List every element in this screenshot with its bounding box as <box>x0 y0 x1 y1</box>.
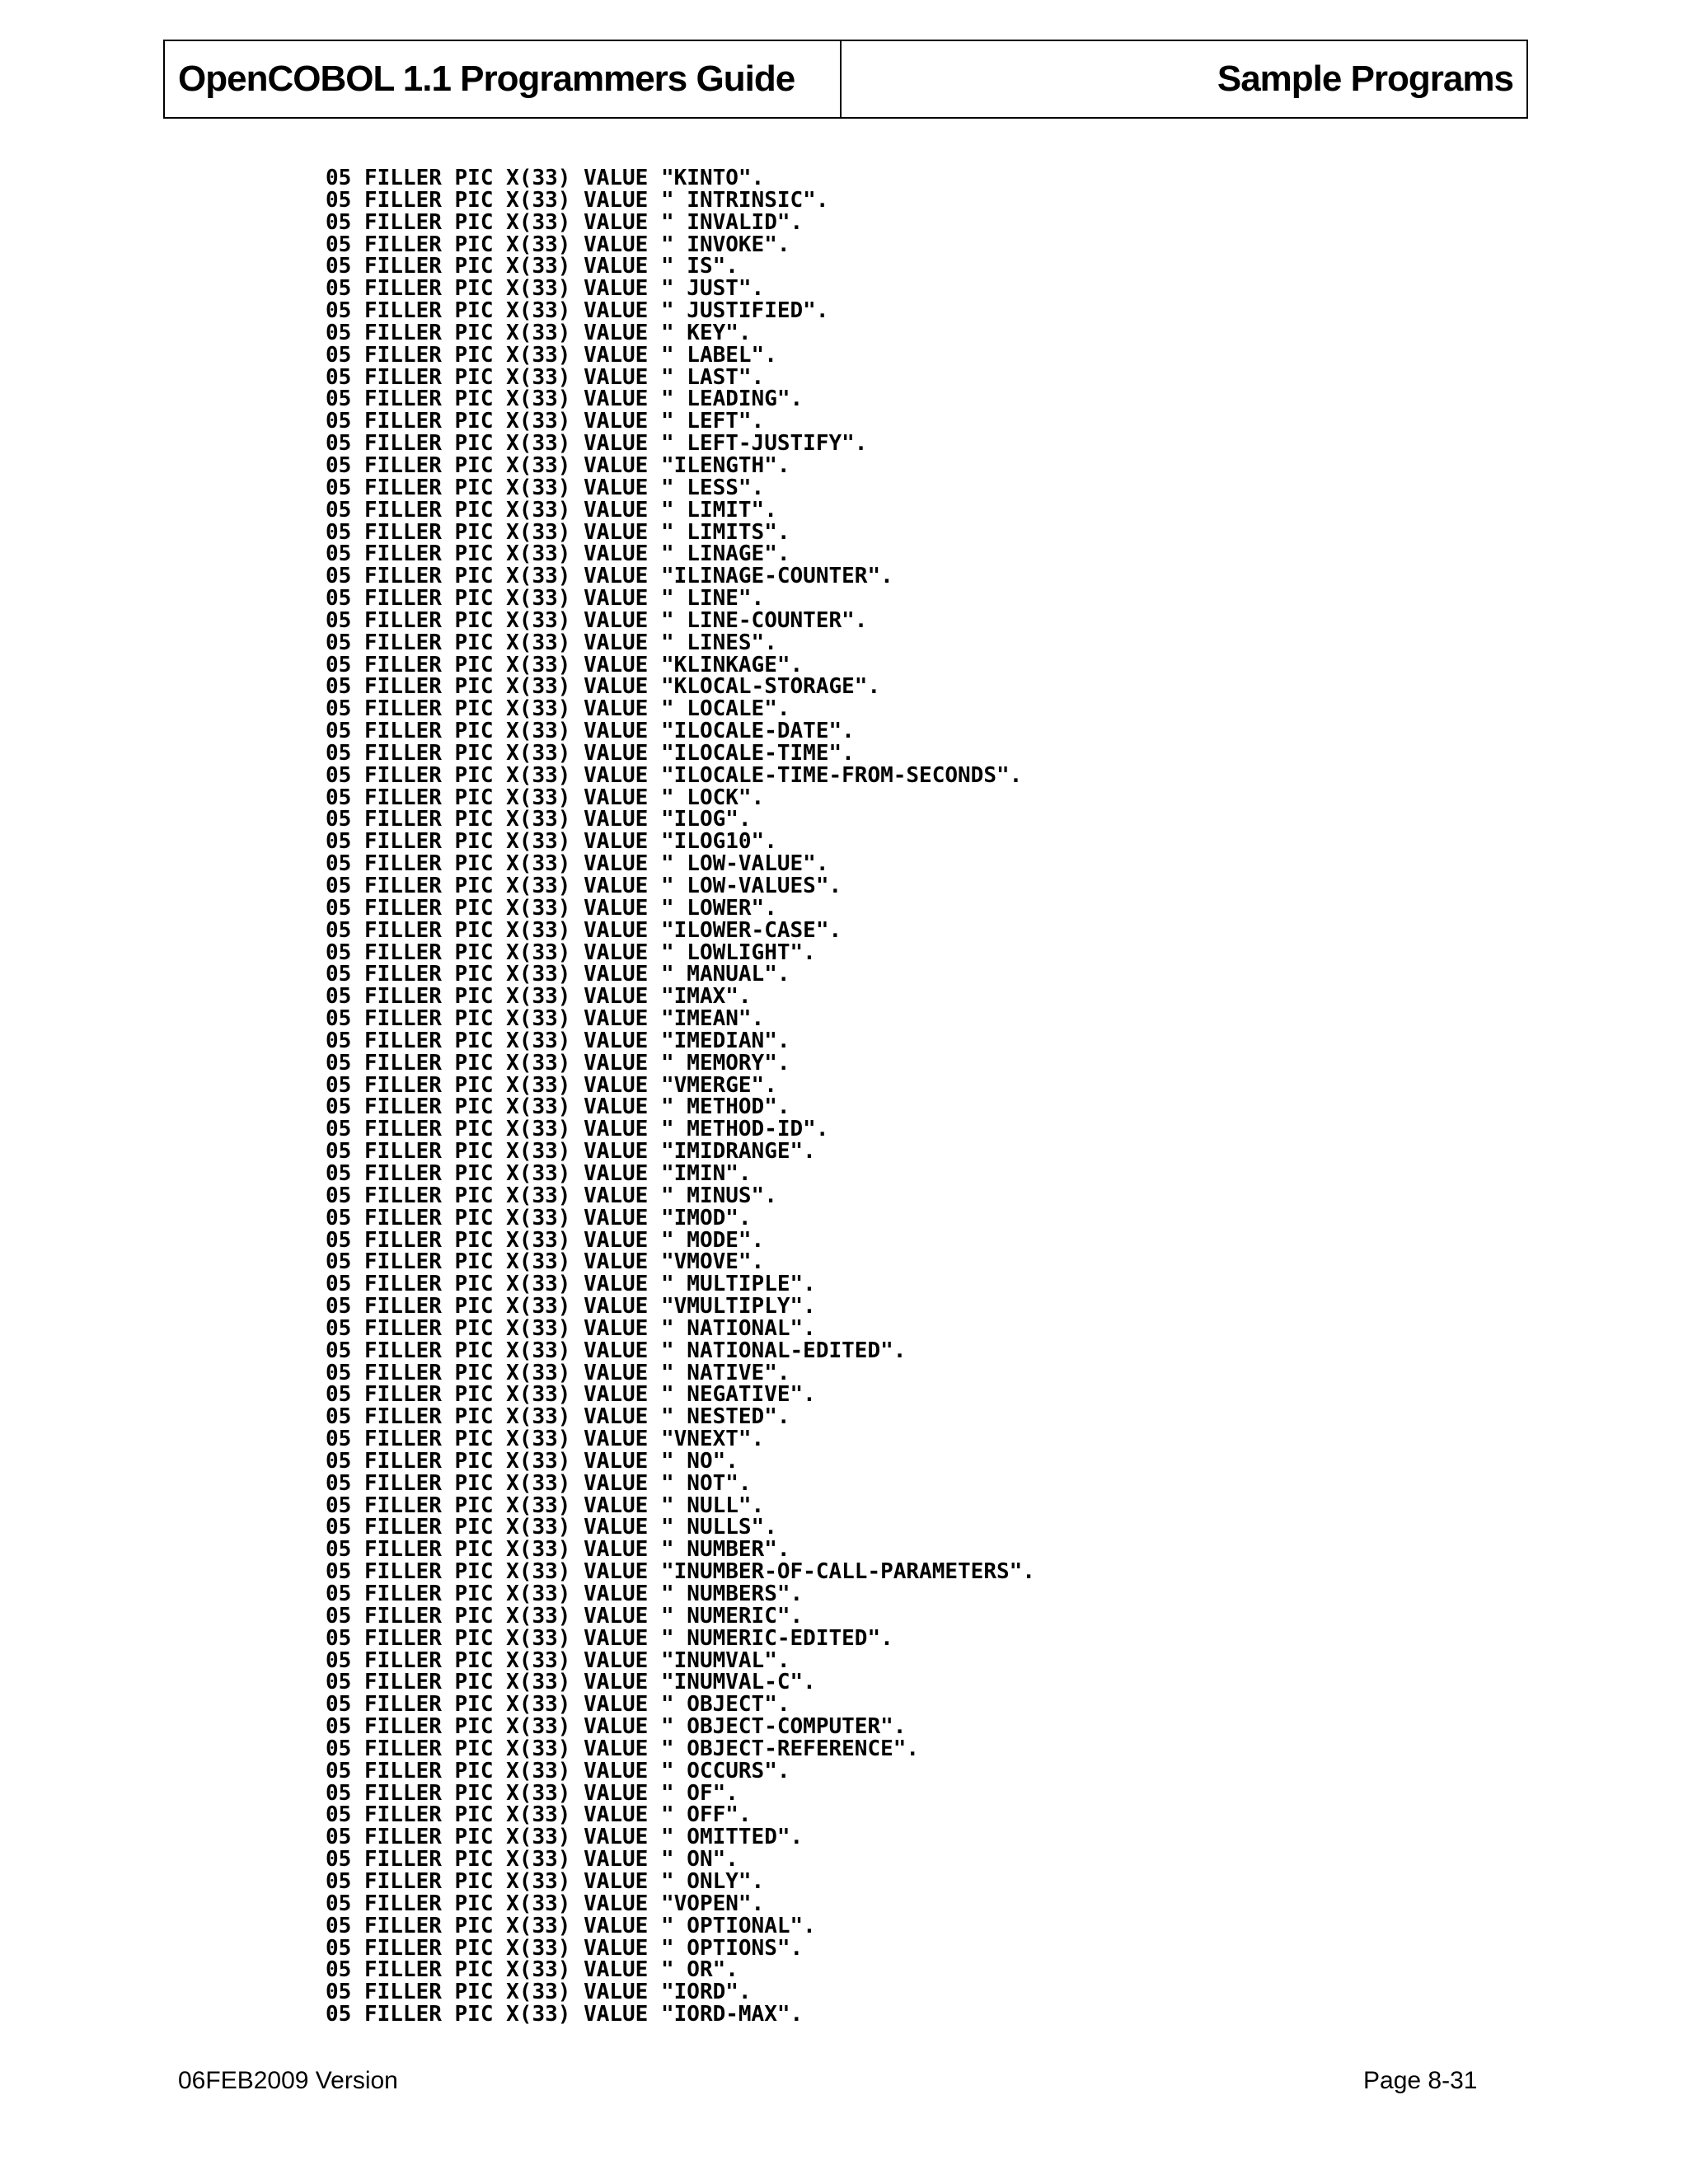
code-line: 05 FILLER PIC X(33) VALUE " OFF". <box>326 1802 752 1828</box>
code-line: 05 FILLER PIC X(33) VALUE " NO". <box>326 1448 738 1474</box>
code-line: 05 FILLER PIC X(33) VALUE " MEMORY". <box>326 1050 790 1076</box>
code-line: 05 FILLER PIC X(33) VALUE "KLOCAL-STORAGE". <box>326 674 881 700</box>
code-line: 05 FILLER PIC X(33) VALUE "KINTO". <box>326 166 765 190</box>
code-line: 05 FILLER PIC X(33) VALUE " NOT". <box>326 1470 752 1496</box>
code-line: 05 FILLER PIC X(33) VALUE " NATIONAL". <box>326 1315 816 1341</box>
code-line: 05 FILLER PIC X(33) VALUE " LINE-COUNTER". <box>326 607 868 633</box>
code-line: 05 FILLER PIC X(33) VALUE " NATIONAL-EDITED". <box>326 1338 907 1363</box>
code-line: 05 FILLER PIC X(33) VALUE "IMIN". <box>326 1160 752 1186</box>
code-line: 05 FILLER PIC X(33) VALUE "ILOG". <box>326 807 752 832</box>
code-line: 05 FILLER PIC X(33) VALUE " NUMBER". <box>326 1537 790 1563</box>
code-line: 05 FILLER PIC X(33) VALUE " LAST". <box>326 364 765 390</box>
code-line: 05 FILLER PIC X(33) VALUE " OMITTED". <box>326 1825 804 1850</box>
code-line: 05 FILLER PIC X(33) VALUE " JUST". <box>326 276 765 302</box>
code-line: 05 FILLER PIC X(33) VALUE " LEADING". <box>326 387 804 412</box>
code-line: 05 FILLER PIC X(33) VALUE " LOWER". <box>326 895 777 921</box>
code-line: 05 FILLER PIC X(33) VALUE " OF". <box>326 1780 738 1806</box>
code-line: 05 FILLER PIC X(33) VALUE " LIMITS". <box>326 519 790 545</box>
footer-version: 06FEB2009 Version <box>178 2067 398 2094</box>
code-line: 05 FILLER PIC X(33) VALUE " LOCALE". <box>326 696 790 722</box>
code-line: 05 FILLER PIC X(33) VALUE "INUMVAL-C". <box>326 1670 816 1695</box>
code-line: 05 FILLER PIC X(33) VALUE " OCCURS". <box>326 1758 790 1783</box>
code-line: 05 FILLER PIC X(33) VALUE "ILINAGE-COUNTER". <box>326 564 893 589</box>
code-line: 05 FILLER PIC X(33) VALUE " NULLS". <box>326 1515 777 1540</box>
code-line: 05 FILLER PIC X(33) VALUE " OPTIONAL". <box>326 1913 816 1938</box>
code-line: 05 FILLER PIC X(33) VALUE " MODE". <box>326 1227 765 1253</box>
code-line: 05 FILLER PIC X(33) VALUE "IMAX". <box>326 984 752 1010</box>
code-line: 05 FILLER PIC X(33) VALUE " NESTED". <box>326 1404 790 1430</box>
code-line: 05 FILLER PIC X(33) VALUE "VOPEN". <box>326 1891 765 1916</box>
section-title: Sample Programs <box>1217 59 1513 99</box>
code-line: 05 FILLER PIC X(33) VALUE "IMOD". <box>326 1205 752 1230</box>
code-line: 05 FILLER PIC X(33) VALUE " ON". <box>326 1847 738 1872</box>
code-line: 05 FILLER PIC X(33) VALUE " LINES". <box>326 630 777 655</box>
code-line: 05 FILLER PIC X(33) VALUE "IMEDIAN". <box>326 1028 790 1053</box>
code-line: 05 FILLER PIC X(33) VALUE " MINUS". <box>326 1183 777 1208</box>
code-line: 05 FILLER PIC X(33) VALUE "IMIDRANGE". <box>326 1139 816 1165</box>
code-line: 05 FILLER PIC X(33) VALUE " LINAGE". <box>326 541 790 567</box>
code-listing <box>326 167 1035 2026</box>
code-line: 05 FILLER PIC X(33) VALUE " LABEL". <box>326 342 777 368</box>
code-line: 05 FILLER PIC X(33) VALUE " MULTIPLE". <box>326 1272 816 1297</box>
code-line: 05 FILLER PIC X(33) VALUE "IMEAN". <box>326 1006 765 1032</box>
code-line: 05 FILLER PIC X(33) VALUE "ILENGTH". <box>326 452 790 478</box>
code-line: 05 FILLER PIC X(33) VALUE " INVALID". <box>326 209 804 235</box>
code-line: 05 FILLER PIC X(33) VALUE "IORD-MAX". <box>326 2002 804 2027</box>
code-line: 05 FILLER PIC X(33) VALUE " NATIVE". <box>326 1360 790 1385</box>
document-title: OpenCOBOL 1.1 Programmers Guide <box>165 41 842 117</box>
code-line: 05 FILLER PIC X(33) VALUE "ILOCALE-TIME". <box>326 740 855 766</box>
code-line: 05 FILLER PIC X(33) VALUE " OBJECT-REFERENCE". <box>326 1736 920 1761</box>
code-line: 05 FILLER PIC X(33) VALUE " IS". <box>326 254 738 279</box>
code-line: 05 FILLER PIC X(33) VALUE "KLINKAGE". <box>326 652 804 677</box>
code-line: 05 FILLER PIC X(33) VALUE " LESS". <box>326 475 765 500</box>
code-line: 05 FILLER PIC X(33) VALUE "VMULTIPLY". <box>326 1294 816 1319</box>
code-line: 05 FILLER PIC X(33) VALUE "ILOCALE-DATE". <box>326 719 855 744</box>
code-line: 05 FILLER PIC X(33) VALUE " KEY". <box>326 320 752 345</box>
code-line: 05 FILLER PIC X(33) VALUE " LINE". <box>326 586 765 612</box>
code-line: 05 FILLER PIC X(33) VALUE "INUMBER-OF-CALL-PARAMETERS". <box>326 1559 1035 1585</box>
code-line: 05 FILLER PIC X(33) VALUE " INTRINSIC". <box>326 187 829 213</box>
code-line: 05 FILLER PIC X(33) VALUE " NUMBERS". <box>326 1582 804 1606</box>
code-line: 05 FILLER PIC X(33) VALUE " OBJECT". <box>326 1692 790 1718</box>
code-line: 05 FILLER PIC X(33) VALUE " INVOKE". <box>326 232 790 257</box>
code-line: 05 FILLER PIC X(33) VALUE " NEGATIVE". <box>326 1382 816 1408</box>
code-line: 05 FILLER PIC X(33) VALUE " NUMERIC-EDITED". <box>326 1625 893 1651</box>
code-line: 05 FILLER PIC X(33) VALUE " OBJECT-COMPUTER". <box>326 1714 907 1740</box>
code-line: 05 FILLER PIC X(33) VALUE "ILOWER-CASE". <box>326 917 842 943</box>
code-line: 05 FILLER PIC X(33) VALUE " OR". <box>326 1957 738 1983</box>
code-line: 05 FILLER PIC X(33) VALUE "INUMVAL". <box>326 1647 790 1673</box>
code-line: 05 FILLER PIC X(33) VALUE " LOW-VALUE". <box>326 851 829 877</box>
code-line: 05 FILLER PIC X(33) VALUE "VMOVE". <box>326 1249 765 1275</box>
code-line: 05 FILLER PIC X(33) VALUE " JUSTIFIED". <box>326 298 829 324</box>
code-line: 05 FILLER PIC X(33) VALUE "VMERGE". <box>326 1072 777 1098</box>
code-line: 05 FILLER PIC X(33) VALUE " LIMIT". <box>326 497 777 523</box>
code-line: 05 FILLER PIC X(33) VALUE " LOWLIGHT". <box>326 940 816 965</box>
code-line: 05 FILLER PIC X(33) VALUE " OPTIONS". <box>326 1935 804 1961</box>
code-line: 05 FILLER PIC X(33) VALUE "ILOCALE-TIME-FROM-SECONDS". <box>326 762 1023 788</box>
code-line: 05 FILLER PIC X(33) VALUE " METHOD". <box>326 1094 790 1120</box>
code-line: 05 FILLER PIC X(33) VALUE " NULL". <box>326 1493 765 1518</box>
code-line: 05 FILLER PIC X(33) VALUE " NUMERIC". <box>326 1603 804 1629</box>
code-line: 05 FILLER PIC X(33) VALUE "IORD". <box>326 1980 752 2005</box>
code-line: 05 FILLER PIC X(33) VALUE " MANUAL". <box>326 962 790 987</box>
code-line: 05 FILLER PIC X(33) VALUE " LEFT". <box>326 409 765 434</box>
code-line: 05 FILLER PIC X(33) VALUE " LEFT-JUSTIFY". <box>326 431 868 457</box>
code-line: 05 FILLER PIC X(33) VALUE "ILOG10". <box>326 829 777 855</box>
code-line: 05 FILLER PIC X(33) VALUE "VNEXT". <box>326 1427 765 1452</box>
footer-page-number: Page 8-31 <box>1363 2067 1478 2094</box>
page-header <box>163 40 1528 119</box>
code-line: 05 FILLER PIC X(33) VALUE " LOW-VALUES". <box>326 874 842 898</box>
code-line: 05 FILLER PIC X(33) VALUE " LOCK". <box>326 785 765 810</box>
code-line: 05 FILLER PIC X(33) VALUE " ONLY". <box>326 1868 765 1894</box>
code-line: 05 FILLER PIC X(33) VALUE " METHOD-ID". <box>326 1117 829 1142</box>
